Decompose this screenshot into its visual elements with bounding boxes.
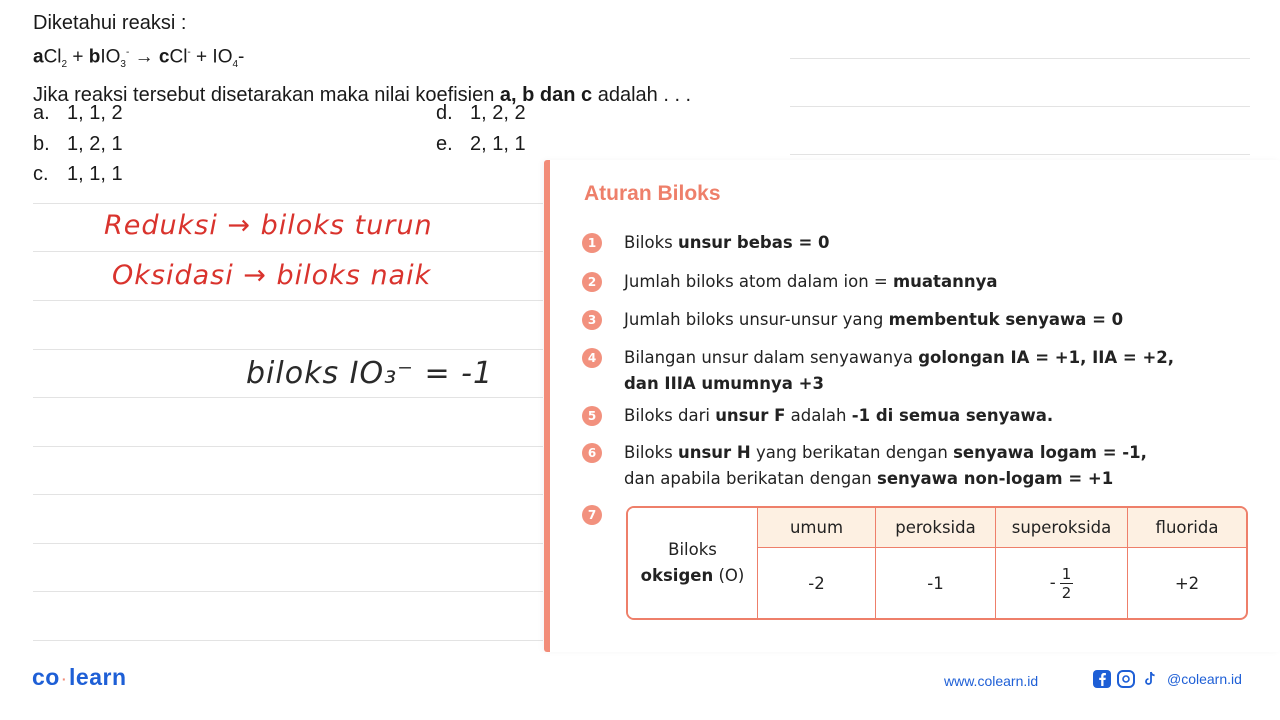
colearn-logo: co ·learn: [32, 664, 127, 690]
rule-number-badge: 4: [582, 348, 602, 368]
oxygen-biloks-table: [626, 506, 1248, 620]
option-b[interactable]: b. 1, 2, 1: [33, 133, 123, 155]
option-c[interactable]: c. 1, 1, 1: [33, 163, 123, 185]
option-d[interactable]: d. 1, 2, 2: [436, 102, 526, 124]
rule-number-badge: 6: [582, 443, 602, 463]
table-cell: -1: [876, 548, 996, 618]
rule-2: 2 Jumlah biloks atom dalam ion = muatannya: [582, 269, 1262, 295]
table-cell: +2: [1174, 573, 1200, 593]
rule-number-badge: 5: [582, 406, 602, 426]
rule-1: 1 Biloks unsur bebas = 0: [582, 230, 1262, 256]
rule-number-badge: 3: [582, 310, 602, 330]
rule-number-badge: 1: [582, 233, 602, 253]
question-intro: Diketahui reaksi :: [33, 12, 187, 34]
rule-3: 3 Jumlah biloks unsur-unsur yang membentuk senyawa = 0: [582, 307, 1262, 333]
reaction-equation: $aCl_2 + bIO_3^- \to cCl^- + IO_4-$: [33, 46, 245, 71]
note-reduksi: Reduksi → biloks turun: [104, 210, 433, 241]
rule-number-badge: 7: [582, 505, 602, 525]
question: [33, 8, 691, 110]
facebook-icon[interactable]: [1093, 670, 1111, 688]
note-oksidasi: Oksidasi → biloks naik: [112, 260, 432, 291]
table-cell: - $\frac{1}{2}$: [996, 548, 1128, 618]
table-header-cell: fluorida: [1128, 508, 1246, 548]
instagram-icon[interactable]: [1117, 670, 1135, 688]
tiktok-icon[interactable]: [1141, 670, 1159, 688]
rules-card-title: Aturan Biloks: [584, 182, 721, 205]
social-links: [1093, 670, 1242, 688]
note-biloks-io3: biloks IO₃⁻ = -1: [246, 356, 494, 391]
option-a[interactable]: a. 1, 1, 2: [33, 102, 123, 124]
rule-4: 4 Bilangan unsur dalam senyawanya golongan IA = +1, IIA = +2, dan IIIA umumnya +3: [582, 345, 1262, 397]
rule-5: 5 Biloks dari unsur F adalah -1 di semua senyawa.: [582, 403, 1262, 429]
social-handle[interactable]: @colearn.id: [1167, 671, 1242, 687]
rule-6: 6 Biloks unsur H yang berikatan dengan senyawa logam = -1, dan apabila berikatan dengan senyawa non-logam = +1: [582, 440, 1262, 492]
website-link[interactable]: www.colearn.id: [944, 673, 1039, 689]
table-row-header: Biloks oksigen (O): [628, 508, 758, 618]
question-text: Jika reaksi tersebut disetarakan maka nilai koefisien a, b dan c adalah . . .: [33, 84, 692, 107]
table-header-cell: umum: [758, 508, 876, 548]
option-e[interactable]: e. 2, 1, 1: [436, 133, 526, 155]
rules-card: [544, 160, 1280, 652]
fraction-half: $\frac{1}{2}$: [1061, 564, 1072, 602]
table-header-cell: superoksida: [996, 508, 1128, 548]
table-header-cell: peroksida: [876, 508, 996, 548]
table-cell: -2: [758, 548, 876, 618]
rule-number-badge: 2: [582, 272, 602, 292]
